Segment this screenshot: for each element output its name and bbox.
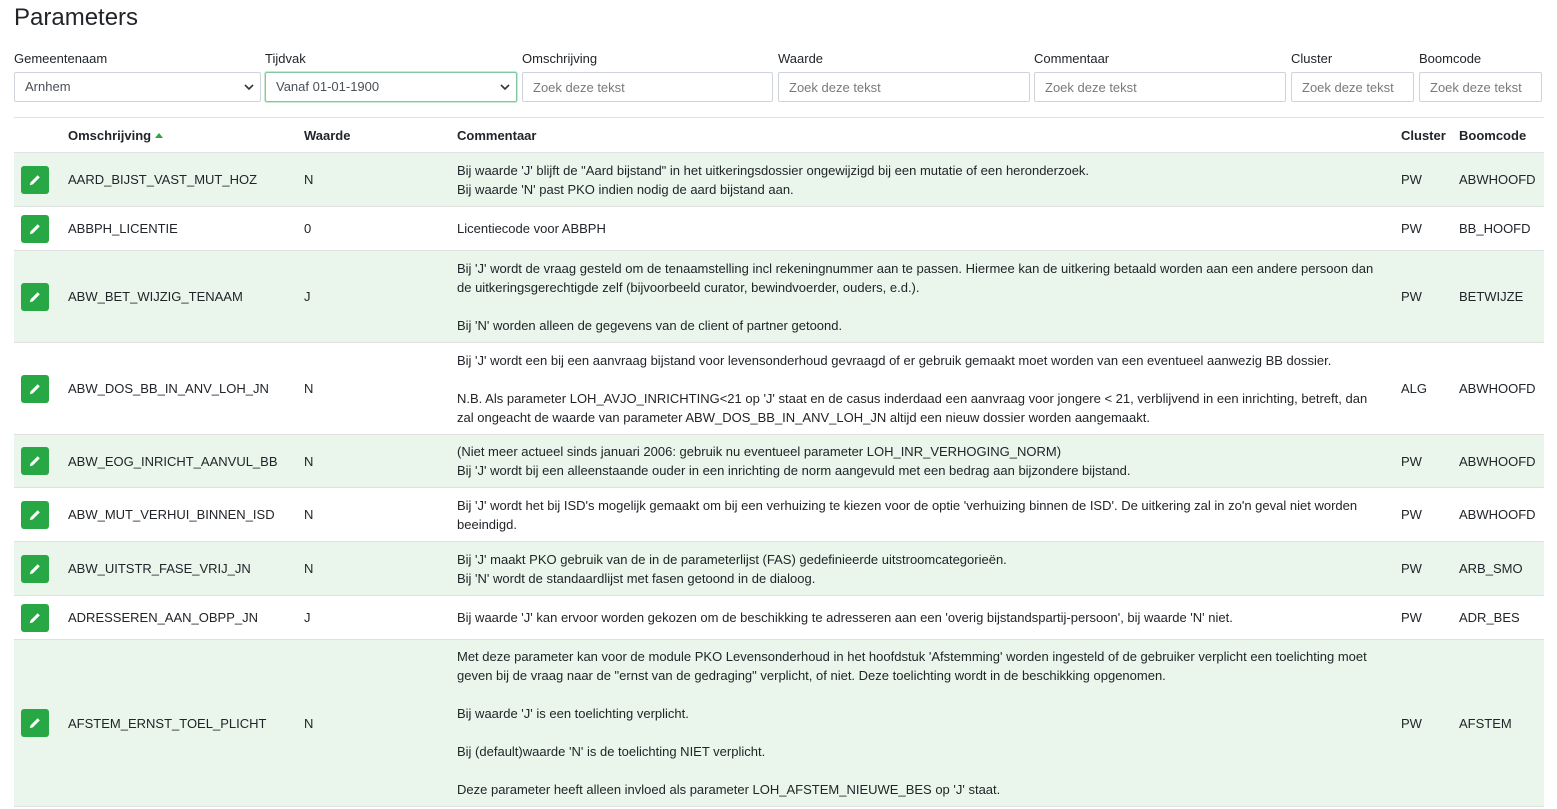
table-row xyxy=(14,488,1544,542)
cell-cluster: PW xyxy=(1401,596,1459,640)
cell-omschrijving: ABBPH_LICENTIE xyxy=(68,207,304,251)
cell-omschrijving: ABW_EOG_INRICHT_AANVUL_BB xyxy=(68,435,304,488)
header-actions xyxy=(14,118,68,153)
header-omschrijving[interactable] xyxy=(68,118,304,153)
filter-bar xyxy=(14,50,1544,106)
cell-waarde: N xyxy=(304,542,457,596)
table-header-row xyxy=(14,118,1544,153)
edit-button[interactable] xyxy=(21,709,49,737)
table-row xyxy=(14,207,1544,251)
pencil-icon xyxy=(28,716,42,730)
pencil-icon xyxy=(28,173,42,187)
header-waarde[interactable]: Waarde xyxy=(304,118,457,153)
edit-button[interactable] xyxy=(21,283,49,311)
gemeente-select[interactable] xyxy=(14,72,261,102)
pencil-icon xyxy=(28,290,42,304)
pencil-icon xyxy=(28,222,42,236)
omschrijving-label: Omschrijving xyxy=(522,51,598,66)
filter-tijdvak xyxy=(265,50,517,102)
edit-button[interactable] xyxy=(21,604,49,632)
cell-waarde: N xyxy=(304,488,457,542)
cell-boomcode: ABWHOOFD xyxy=(1459,153,1544,207)
filter-cluster xyxy=(1291,50,1414,102)
table-row xyxy=(14,153,1544,207)
cell-commentaar: Bij 'J' wordt de vraag gesteld om de tenaamstelling incl rekeningnummer aan te passen. Hiermee kan de uitkering betaald worden aan een andere persoon dan de uitkeringsgerechtigde zelf (bijvoorbeeld curator, bewindvoerder, ouders, e.d.). Bij 'N' worden alleen de gegevens van de client of partner getoond. xyxy=(457,251,1401,343)
filter-waarde xyxy=(778,50,1030,102)
table-row xyxy=(14,640,1544,807)
filter-commentaar xyxy=(1034,50,1286,102)
cell-cluster: PW xyxy=(1401,435,1459,488)
cell-boomcode: ABWHOOFD xyxy=(1459,435,1544,488)
cell-commentaar: Bij waarde 'J' kan ervoor worden gekozen om de beschikking te adresseren aan een 'overig bijstandspartij-persoon', bij waarde 'N' niet. xyxy=(457,596,1401,640)
header-cluster[interactable]: Cluster xyxy=(1401,118,1459,153)
parameters-table xyxy=(14,117,1544,807)
boomcode-search-input[interactable] xyxy=(1419,72,1542,102)
boomcode-label: Boomcode xyxy=(1419,51,1482,66)
pencil-icon xyxy=(28,562,42,576)
cell-commentaar: Bij waarde 'J' blijft de "Aard bijstand" in het uitkeringsdossier ongewijzigd bij een mutatie of een heronderzoek. Bij waarde 'N' past PKO indien nodig de aard bijstand aan. xyxy=(457,153,1401,207)
cell-boomcode: ABWHOOFD xyxy=(1459,488,1544,542)
tijdvak-label: Tijdvak xyxy=(265,51,306,66)
sort-ascending-icon xyxy=(155,133,163,138)
cell-cluster: PW xyxy=(1401,251,1459,343)
cell-omschrijving: ABW_UITSTR_FASE_VRIJ_JN xyxy=(68,542,304,596)
cell-commentaar: Bij 'J' wordt het bij ISD's mogelijk gemaakt om bij een verhuizing te kiezen voor de optie 'verhuizing binnen de ISD'. De uitkering zal in zo'n geval niet worden beeindigd. xyxy=(457,488,1401,542)
cell-omschrijving: ABW_DOS_BB_IN_ANV_LOH_JN xyxy=(68,343,304,435)
cell-waarde: J xyxy=(304,596,457,640)
edit-button[interactable] xyxy=(21,215,49,243)
filter-gemeente xyxy=(14,50,261,102)
table-row xyxy=(14,435,1544,488)
edit-button[interactable] xyxy=(21,501,49,529)
commentaar-label: Commentaar xyxy=(1034,51,1110,66)
cell-waarde: J xyxy=(304,251,457,343)
cell-boomcode: AFSTEM xyxy=(1459,640,1544,807)
cell-boomcode: BETWIJZE xyxy=(1459,251,1544,343)
tijdvak-value: Vanaf 01-01-1900 xyxy=(276,79,380,94)
waarde-label: Waarde xyxy=(778,51,824,66)
cell-boomcode: ABWHOOFD xyxy=(1459,343,1544,435)
cell-commentaar: Met deze parameter kan voor de module PKO Levensonderhoud in het hoofdstuk 'Afstemming' worden ingesteld of de gebruiker verplicht een toelichting moet geven bij de vraag naar de "ernst van de gedraging" verplicht, of niet. Deze toelichting wordt in de beschikking opgenomen. Bij waarde 'J' is een toelichting verplicht. Bij (default)waarde 'N' is de toelichting NIET verplicht. Deze parameter heeft alleen invloed als parameter LOH_AFSTEM_NIEUWE_BES op 'J' staat. xyxy=(457,640,1401,807)
chevron-down-icon xyxy=(500,82,510,92)
tijdvak-select[interactable] xyxy=(265,72,517,102)
edit-button[interactable] xyxy=(21,166,49,194)
cell-cluster: PW xyxy=(1401,542,1459,596)
chevron-down-icon xyxy=(244,82,254,92)
table-row xyxy=(14,542,1544,596)
cell-omschrijving: ABW_MUT_VERHUI_BINNEN_ISD xyxy=(68,488,304,542)
cell-waarde: 0 xyxy=(304,207,457,251)
header-commentaar[interactable]: Commentaar xyxy=(457,118,1401,153)
filter-boomcode xyxy=(1419,50,1542,102)
cell-waarde: N xyxy=(304,640,457,807)
table-row xyxy=(14,251,1544,343)
page-title: Parameters xyxy=(14,4,139,31)
gemeente-value: Arnhem xyxy=(25,79,71,94)
waarde-search-input[interactable] xyxy=(778,72,1030,102)
cell-commentaar: (Niet meer actueel sinds januari 2006: gebruik nu eventueel parameter LOH_INR_VERHOGING_NORM) Bij 'J' wordt bij een alleenstaande ouder in een inrichting de norm aangevuld met een bedrag aan bijzondere bijstand. xyxy=(457,435,1401,488)
cell-cluster: PW xyxy=(1401,153,1459,207)
cell-cluster: PW xyxy=(1401,488,1459,542)
cell-commentaar: Licentiecode voor ABBPH xyxy=(457,207,1401,251)
cell-cluster: ALG xyxy=(1401,343,1459,435)
cell-omschrijving: ADRESSEREN_AAN_OBPP_JN xyxy=(68,596,304,640)
cell-omschrijving: AARD_BIJST_VAST_MUT_HOZ xyxy=(68,153,304,207)
omschrijving-search-input[interactable] xyxy=(522,72,773,102)
cell-omschrijving: AFSTEM_ERNST_TOEL_PLICHT xyxy=(68,640,304,807)
cluster-label: Cluster xyxy=(1291,51,1333,66)
cell-omschrijving: ABW_BET_WIJZIG_TENAAM xyxy=(68,251,304,343)
cell-waarde: N xyxy=(304,153,457,207)
cell-boomcode: ADR_BES xyxy=(1459,596,1544,640)
table-row xyxy=(14,596,1544,640)
cell-waarde: N xyxy=(304,343,457,435)
cell-commentaar: Bij 'J' wordt een bij een aanvraag bijstand voor levensonderhoud gevraagd of er gebruik gemaakt moet worden van een eventueel aanwezig BB dossier. N.B. Als parameter LOH_AVJO_INRICHTING<21 op 'J' staat en de casus inderdaad een aanvraag voor jongere < 21, verblijvend in een inrichting, betreft, dan zal ongeacht de waarde van parameter ABW_DOS_BB_IN_ANV_LOH_JN altijd een nieuw dossier worden aangemaakt. xyxy=(457,343,1401,435)
cell-cluster: PW xyxy=(1401,207,1459,251)
pencil-icon xyxy=(28,508,42,522)
filter-omschrijving xyxy=(522,50,773,102)
cell-cluster: PW xyxy=(1401,640,1459,807)
pencil-icon xyxy=(28,382,42,396)
commentaar-search-input[interactable] xyxy=(1034,72,1286,102)
header-omschrijving-label: Omschrijving xyxy=(68,127,152,143)
table-row xyxy=(14,343,1544,435)
cluster-search-input[interactable] xyxy=(1291,72,1414,102)
edit-button[interactable] xyxy=(21,555,49,583)
pencil-icon xyxy=(28,454,42,468)
cell-boomcode: ARB_SMO xyxy=(1459,542,1544,596)
cell-waarde: N xyxy=(304,435,457,488)
edit-button[interactable] xyxy=(21,375,49,403)
edit-button[interactable] xyxy=(21,447,49,475)
pencil-icon xyxy=(28,611,42,625)
header-boomcode[interactable]: Boomcode xyxy=(1459,118,1544,153)
cell-boomcode: BB_HOOFD xyxy=(1459,207,1544,251)
cell-commentaar: Bij 'J' maakt PKO gebruik van de in de parameterlijst (FAS) gedefinieerde uitstroomcategorieën. Bij 'N' wordt de standaardlijst met fasen getoond in de dialoog. xyxy=(457,542,1401,596)
gemeente-label: Gemeentenaam xyxy=(14,51,108,66)
